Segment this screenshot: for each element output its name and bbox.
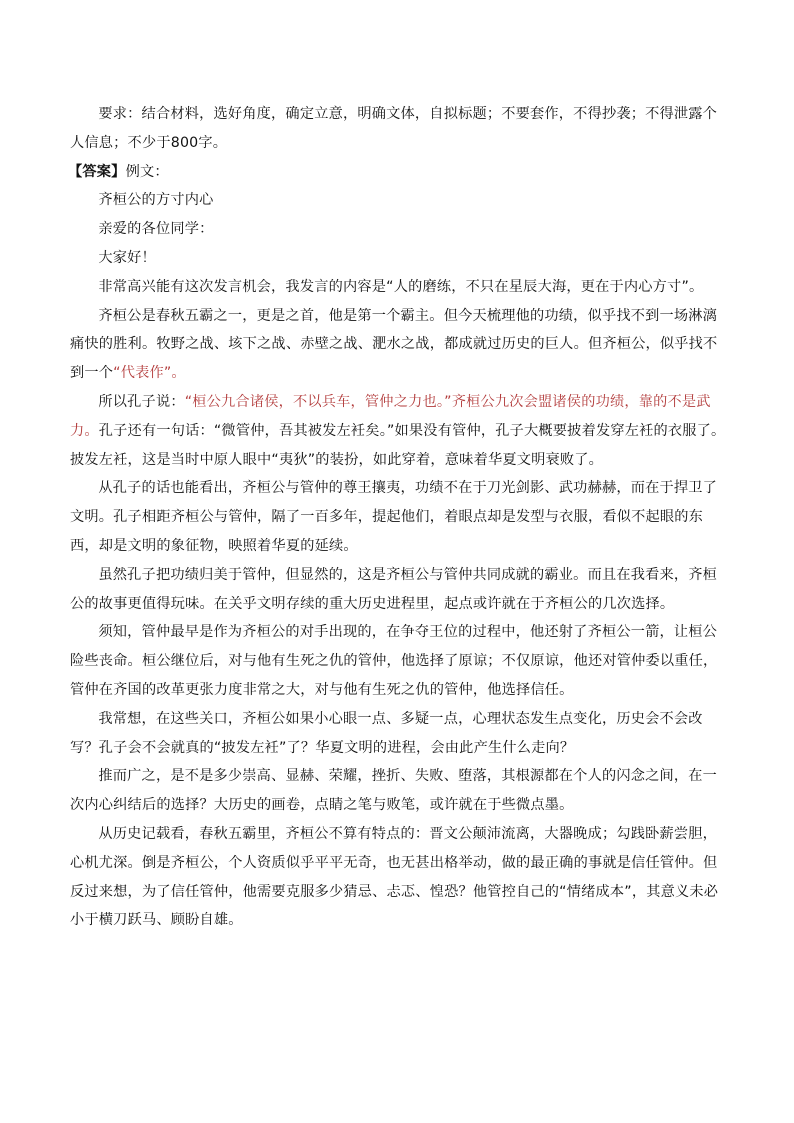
essay-paragraph-6: 须知，管仲最早是作为齐桓公的对手出现的，在争夺王位的过程中，他还射了齐桓公一箭，让桓公险些丧命。桓公继位后，对与他有生死之仇的管仲，他选择了原谅；不仅原谅，他还对管仲委以重任，管仲在齐国的改革更张力度非常之大，对与他有生死之仇的管仲，他选择信任。 xyxy=(70,624,718,698)
essay-paragraph-3 xyxy=(70,388,730,474)
essay-greeting: 大家好！ xyxy=(98,249,156,266)
answer-line xyxy=(68,158,730,187)
essay-paragraph-3-start: 所以孔子说： xyxy=(98,393,185,410)
essay-paragraph-4: 从孔子的话也能看出，齐桓公与管仲的尊王攘夷，功绩不在于刀光剑影、武功赫赫，而在于捍卫了文明。孔子相距齐桓公与管仲，隔了一百多年，提起他们，着眼点却是发型与衣服，看似不起眼的东西，却是文明的象征物，映照着华夏的延续。 xyxy=(70,480,718,554)
essay-paragraph-3-quote: “桓公九合诸侯，不以兵车，管仲之力也。” xyxy=(184,393,452,410)
essay-paragraph-2-text: 齐桓公是春秋五霸之一，更是之首，他是第一个霸主。但今天梳理他的功绩，似乎找不到一场淋漓痛快的胜利。牧野之战、垓下之战、赤壁之战、淝水之战，都成就过历史的巨人。但齐桓公，似乎找不到一个 xyxy=(70,307,718,382)
answer-after-label: 例文： xyxy=(125,163,169,180)
essay-salutation: 亲爱的各位同学： xyxy=(98,221,214,238)
essay-paragraph-1: 非常高兴能有这次发言机会，我发言的内容是“人的磨练，不只在星辰大海，更在于内心方寸”。 xyxy=(98,278,704,295)
essay-paragraph-3-rest: 孔子还有一句话：“微管仲，吾其被发左衽矣。”如果没有管仲，孔子大概要披着发穿左衽的衣服了。披发左衽，这是当时中原人眼中“夷狄”的装扮，如此穿着，意味着华夏文明衰败了。 xyxy=(70,422,726,468)
essay-title: 齐桓公的方寸内心 xyxy=(98,192,214,209)
document-body xyxy=(70,100,730,935)
essay-paragraph-3-explanation: 齐桓公九次会盟诸侯的功绩，靠的不是武力。 xyxy=(70,393,711,439)
answer-label: 【答案】 xyxy=(68,163,126,180)
essay-paragraph-5: 虽然孔子把功绩归美于管仲，但显然的，这是齐桓公与管仲共同成就的霸业。而且在我看来，齐桓公的故事更值得玩味。在关乎文明存续的重大历史进程里，起点或许就在于齐桓公的几次选择。 xyxy=(70,566,718,612)
essay-paragraph-2-highlight: “代表作”。 xyxy=(113,365,186,382)
requirements-paragraph: 要求：结合材料，选好角度，确定立意，明确文体，自拟标题；不要套作，不得抄袭；不得泄露个人信息；不少于800字。 xyxy=(70,106,718,151)
essay-paragraph-2 xyxy=(70,302,730,388)
essay-paragraph-7: 我常想，在这些关口，齐桓公如果小心眼一点、多疑一点，心理状态发生点变化，历史会不会改写？孔子会不会就真的“披发左衽”了？华夏文明的进程，会由此产生什么走向？ xyxy=(70,710,703,756)
essay-paragraph-8: 推而广之，是不是多少崇高、显赫、荣耀，挫折、失败、堕落，其根源都在个人的闪念之间，在一次内心纠结后的选择？大历史的画卷，点睛之笔与败笔，或许就在于些微点墨。 xyxy=(70,768,718,814)
essay-paragraph-9: 从历史记载看，春秋五霸里，齐桓公不算有特点的：晋文公颠沛流离，大器晚成；勾践卧薪尝胆，心机尤深。倒是齐桓公，个人资质似乎平平无奇，也无甚出格举动，做的最正确的事就是信任管仲。但反过来想，为了信任管仲，他需要克服多少猜忌、忐忑、惶恐？他管控自己的“情绪成本”，其意义未必小于横刀跃马、顾盼自雄。 xyxy=(70,825,719,929)
